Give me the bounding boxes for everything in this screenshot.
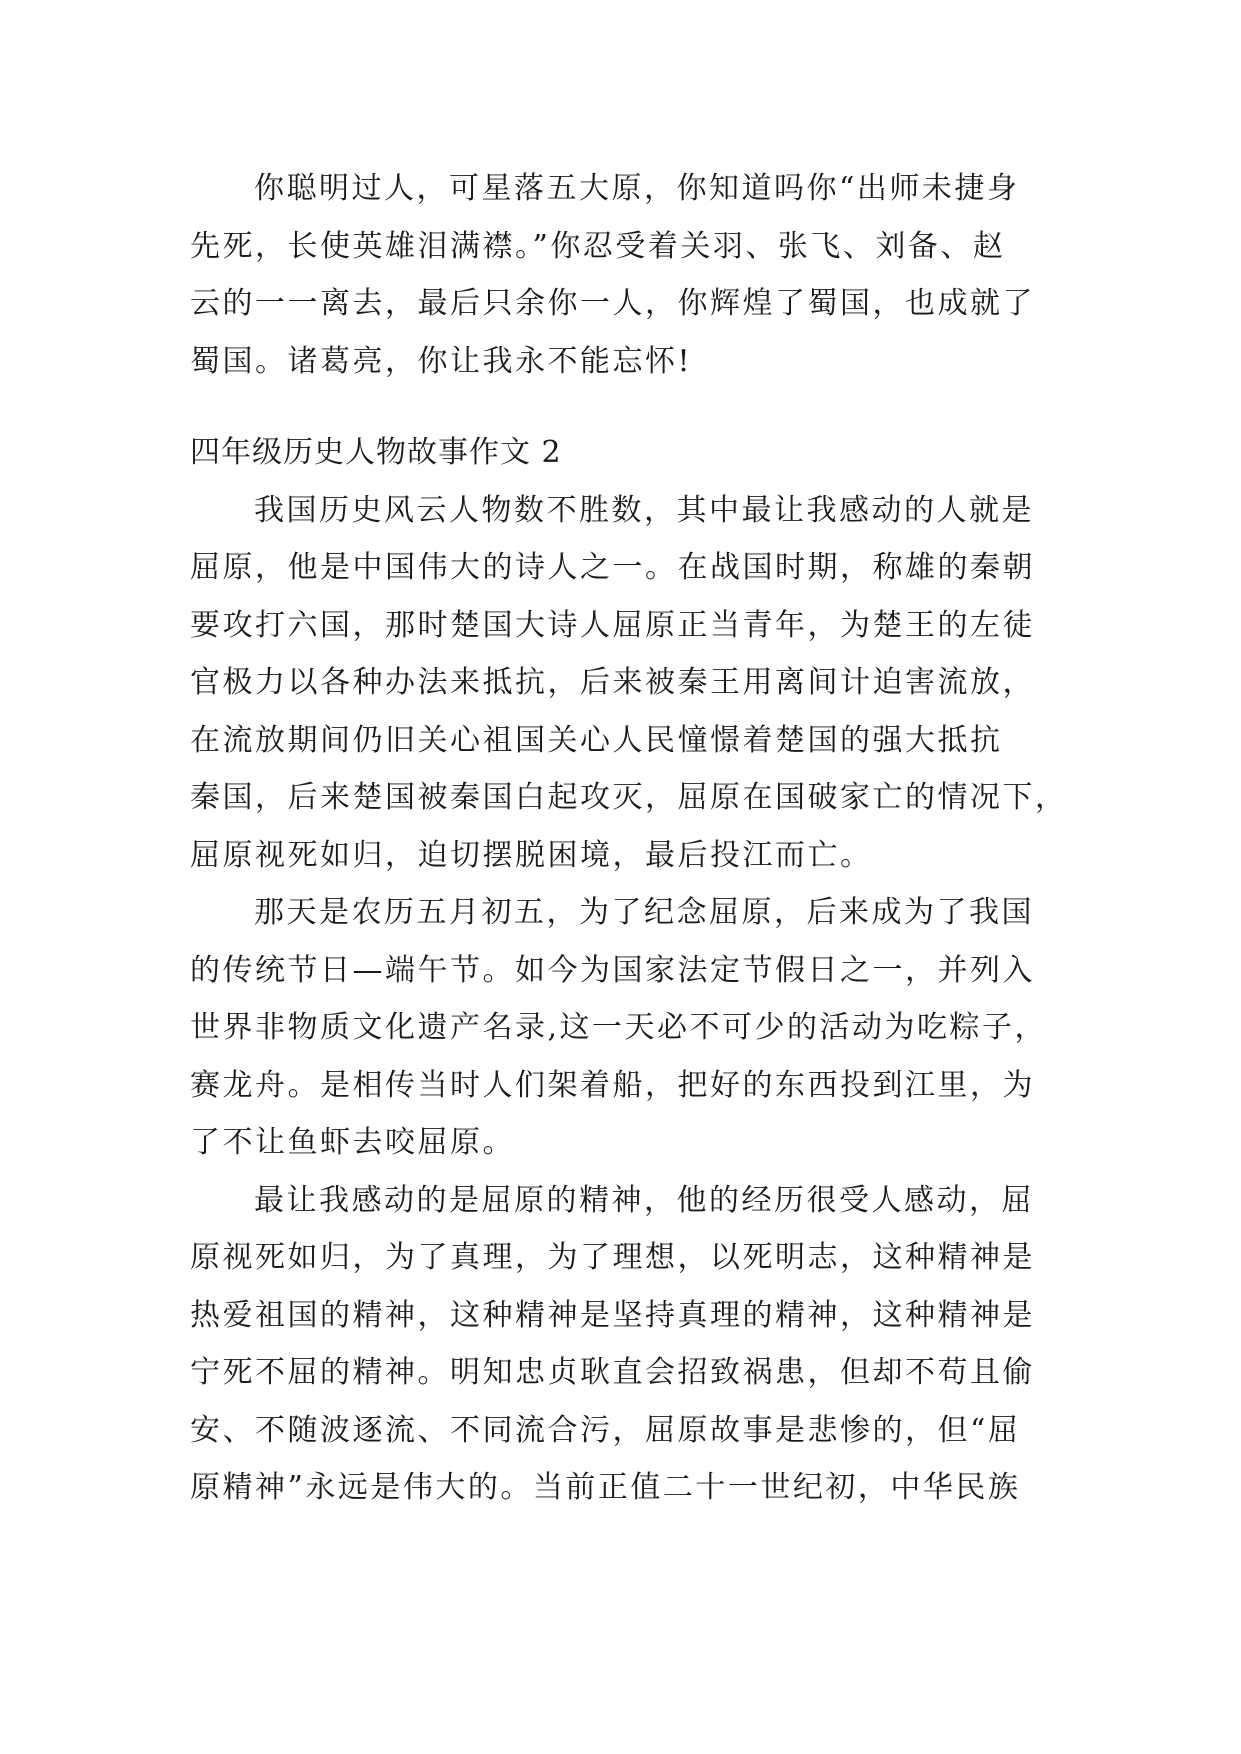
paragraph-qu-yuan-intro (190, 482, 1068, 885)
spacer (190, 390, 1050, 424)
paragraph-line: 你聪明过人，可星落五大原，你知道吗你“出师未捷身 (254, 171, 1020, 206)
paragraph-qu-yuan-spirit (190, 1172, 1050, 1517)
paragraph-line: 我国历史风云人物数不胜数，其中最让我感动的人就是 (254, 492, 1034, 528)
paragraph-line: 最让我感动的是屈原的精神，他的经历很受人感动，屈 (254, 1182, 1034, 1218)
paragraph-line: 宁死不屈的精神。明知忠贞耿直会招致祸患，但却不苟且偷 (190, 1355, 1035, 1390)
section-title: 四年级历史人物故事作文 2 (190, 435, 562, 470)
paragraph-line: 原精神”永远是伟大的。当前正值二十一世纪初，中华民族 (190, 1470, 1021, 1505)
paragraph-line: 了不让鱼虾去咬屈原。 (190, 1125, 515, 1160)
paragraph-line: 赛龙舟。是相传当时人们架着船，把好的东西投到江里，为 (190, 1067, 1035, 1103)
paragraph-line: 官极力以各种办法来抵抗，后来被秦王用离间计迫害流放， (190, 665, 1035, 700)
paragraph-line: 的传统节日—端午节。如今为国家法定节假日之一，并列入 (190, 952, 1035, 988)
paragraph-line: 云的一一离去，最后只余你一人，你辉煌了蜀国，也成就了 (190, 286, 1035, 321)
paragraph-line: 先死，长使英雄泪满襟。”你忍受着关羽、张飞、刘备、赵 (190, 228, 1006, 264)
paragraph-line: 蜀国。诸葛亮，你让我永不能忘怀! (190, 343, 693, 379)
paragraph-dragon-boat (190, 884, 1050, 1172)
document-body (190, 160, 1068, 1517)
paragraph-line: 原视死如归，为了真理，为了理想，以死明志，这种精神是 (190, 1240, 1035, 1275)
paragraph-line: 屈原视死如归，迫切摆脱困境，最后投江而亡。 (190, 837, 873, 873)
paragraph-line: 秦国，后来楚国被秦国白起攻灭，屈原在国破家亡的情况下， (190, 780, 1068, 815)
paragraph-line: 屈原，他是中国伟大的诗人之一。在战国时期，称雄的秦朝 (190, 550, 1035, 585)
paragraph-line: 在流放期间仍旧关心祖国关心人民憧憬着楚国的强大抵抗 (190, 722, 1003, 758)
paragraph-line: 要攻打六国，那时楚国大诗人屈原正当青年，为楚王的左徒 (190, 607, 1035, 643)
paragraph-zhuge-liang (190, 160, 1050, 390)
paragraph-line: 安、不随波逐流、不同流合污，屈原故事是悲惨的，但“屈 (190, 1412, 1021, 1448)
paragraph-line: 世界非物质文化遗产名录,这一天必不可少的活动为吃粽子， (190, 1010, 1048, 1045)
paragraph-line: 那天是农历五月初五，为了纪念屈原，后来成为了我国 (254, 895, 1034, 930)
paragraph-line: 热爱祖国的精神，这种精神是坚持真理的精神，这种精神是 (190, 1297, 1035, 1333)
